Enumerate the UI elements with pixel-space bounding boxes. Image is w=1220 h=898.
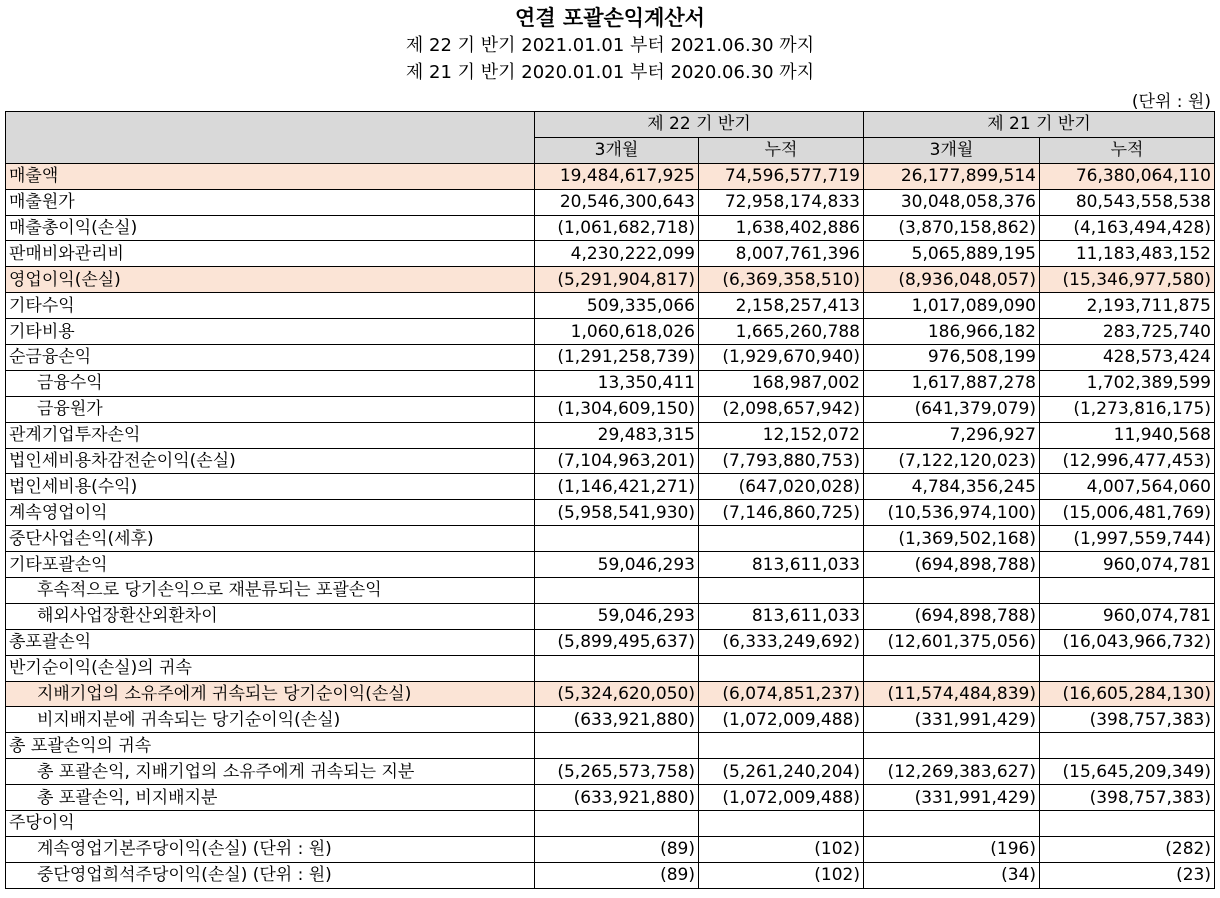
row-value: (23) <box>1040 862 1215 888</box>
row-label: 순금융손익 <box>6 345 535 371</box>
row-value <box>699 578 864 604</box>
row-value <box>699 811 864 837</box>
row-label: 반기순이익(손실)의 귀속 <box>6 655 535 681</box>
row-value: (1,146,421,271) <box>535 474 699 500</box>
row-value: (4,163,494,428) <box>1040 215 1215 241</box>
header-row-groups <box>6 112 1215 138</box>
row-value: (7,793,880,753) <box>699 448 864 474</box>
table-row <box>6 733 1215 759</box>
row-label: 중단영업희석주당이익(손실) (단위 : 원) <box>6 862 535 888</box>
row-value: (7,122,120,023) <box>864 448 1040 474</box>
row-value: 1,060,618,026 <box>535 319 699 345</box>
row-value: (6,074,851,237) <box>699 681 864 707</box>
row-label: 법인세비용(수익) <box>6 474 535 500</box>
row-value: (641,379,079) <box>864 396 1040 422</box>
row-label: 총 포괄손익, 비지배지분 <box>6 785 535 811</box>
row-label: 총 포괄손익, 지배기업의 소유주에게 귀속되는 지분 <box>6 759 535 785</box>
row-value: 7,296,927 <box>864 422 1040 448</box>
row-value <box>1040 655 1215 681</box>
row-value: (34) <box>864 862 1040 888</box>
row-value: (1,929,670,940) <box>699 345 864 371</box>
row-value <box>864 811 1040 837</box>
row-value: 30,048,058,376 <box>864 189 1040 215</box>
table-row <box>6 448 1215 474</box>
row-value: (398,757,383) <box>1040 785 1215 811</box>
table-row <box>6 163 1215 189</box>
row-value <box>864 655 1040 681</box>
row-label: 주당이익 <box>6 811 535 837</box>
row-value <box>535 655 699 681</box>
row-value: 960,074,781 <box>1040 552 1215 578</box>
table-row <box>6 655 1215 681</box>
header-prior-period: 제 21 기 반기 <box>864 112 1215 138</box>
row-value: 8,007,761,396 <box>699 241 864 267</box>
row-value: (282) <box>1040 836 1215 862</box>
row-label: 매출총이익(손실) <box>6 215 535 241</box>
row-value: 20,546,300,643 <box>535 189 699 215</box>
row-label: 기타수익 <box>6 293 535 319</box>
row-value: (11,574,484,839) <box>864 681 1040 707</box>
row-label: 중단사업손익(세후) <box>6 526 535 552</box>
row-value: 813,611,033 <box>699 552 864 578</box>
header-blank <box>6 112 535 164</box>
row-value: 509,335,066 <box>535 293 699 319</box>
row-value: (1,061,682,718) <box>535 215 699 241</box>
row-value <box>1040 811 1215 837</box>
table-row <box>6 500 1215 526</box>
row-label: 비지배지분에 귀속되는 당기순이익(손실) <box>6 707 535 733</box>
table-row <box>6 267 1215 293</box>
row-value: (16,043,966,732) <box>1040 629 1215 655</box>
row-value: (633,921,880) <box>535 707 699 733</box>
row-value: 59,046,293 <box>535 603 699 629</box>
table-row <box>6 707 1215 733</box>
row-value: (7,146,860,725) <box>699 500 864 526</box>
row-value: (15,346,977,580) <box>1040 267 1215 293</box>
row-value: (1,304,609,150) <box>535 396 699 422</box>
header-current-period: 제 22 기 반기 <box>535 112 864 138</box>
row-value: 59,046,293 <box>535 552 699 578</box>
row-value: (633,921,880) <box>535 785 699 811</box>
income-statement-table <box>5 111 1215 889</box>
table-row <box>6 811 1215 837</box>
row-label: 기타비용 <box>6 319 535 345</box>
row-value: (5,899,495,637) <box>535 629 699 655</box>
row-value: (3,870,158,862) <box>864 215 1040 241</box>
row-value: 5,065,889,195 <box>864 241 1040 267</box>
table-row <box>6 241 1215 267</box>
row-value: (12,601,375,056) <box>864 629 1040 655</box>
row-value: 813,611,033 <box>699 603 864 629</box>
header-current-cumulative: 누적 <box>699 137 864 163</box>
table-row <box>6 629 1215 655</box>
row-value: 976,508,199 <box>864 345 1040 371</box>
row-value: 11,183,483,152 <box>1040 241 1215 267</box>
row-label: 계속영업기본주당이익(손실) (단위 : 원) <box>6 836 535 862</box>
row-value: (5,261,240,204) <box>699 759 864 785</box>
row-value: (1,997,559,744) <box>1040 526 1215 552</box>
row-label: 매출액 <box>6 163 535 189</box>
statement-title: 연결 포괄손익계산서 <box>515 6 705 30</box>
table-row <box>6 578 1215 604</box>
row-value: (5,291,904,817) <box>535 267 699 293</box>
table-row <box>6 552 1215 578</box>
row-value <box>535 526 699 552</box>
row-value: (694,898,788) <box>864 552 1040 578</box>
header-prior-cumulative: 누적 <box>1040 137 1215 163</box>
table-row <box>6 215 1215 241</box>
table-row <box>6 836 1215 862</box>
row-value <box>699 733 864 759</box>
table-row <box>6 759 1215 785</box>
row-value: (1,273,816,175) <box>1040 396 1215 422</box>
row-value: 168,987,002 <box>699 370 864 396</box>
row-value: (6,333,249,692) <box>699 629 864 655</box>
table-row <box>6 396 1215 422</box>
row-value: 4,784,356,245 <box>864 474 1040 500</box>
row-value: (7,104,963,201) <box>535 448 699 474</box>
row-value: (331,991,429) <box>864 785 1040 811</box>
row-value: 2,193,711,875 <box>1040 293 1215 319</box>
table-row <box>6 785 1215 811</box>
row-value: (196) <box>864 836 1040 862</box>
row-value: 80,543,558,538 <box>1040 189 1215 215</box>
row-value: 1,017,089,090 <box>864 293 1040 319</box>
row-value: (694,898,788) <box>864 603 1040 629</box>
row-value: 11,940,568 <box>1040 422 1215 448</box>
row-value <box>1040 733 1215 759</box>
row-label: 금융원가 <box>6 396 535 422</box>
row-value: 29,483,315 <box>535 422 699 448</box>
row-label: 관계기업투자손익 <box>6 422 535 448</box>
row-value: 26,177,899,514 <box>864 163 1040 189</box>
row-value: 1,702,389,599 <box>1040 370 1215 396</box>
row-value: 76,380,064,110 <box>1040 163 1215 189</box>
row-label: 영업이익(손실) <box>6 267 535 293</box>
row-label: 매출원가 <box>6 189 535 215</box>
row-label: 계속영업이익 <box>6 500 535 526</box>
table-body <box>6 163 1215 888</box>
row-value: (1,072,009,488) <box>699 707 864 733</box>
header-prior-3months: 3개월 <box>864 137 1040 163</box>
row-label: 총 포괄손익의 귀속 <box>6 733 535 759</box>
row-value: 1,665,260,788 <box>699 319 864 345</box>
table-row <box>6 422 1215 448</box>
row-value <box>535 811 699 837</box>
row-value: (5,324,620,050) <box>535 681 699 707</box>
row-value: 12,152,072 <box>699 422 864 448</box>
row-value: (1,072,009,488) <box>699 785 864 811</box>
unit-label: (단위 : 원) <box>1131 92 1211 112</box>
table-row <box>6 319 1215 345</box>
row-value: 1,617,887,278 <box>864 370 1040 396</box>
table-row <box>6 293 1215 319</box>
table-row <box>6 526 1215 552</box>
row-label: 총포괄손익 <box>6 629 535 655</box>
table-row <box>6 474 1215 500</box>
row-value: (2,098,657,942) <box>699 396 864 422</box>
table-row <box>6 189 1215 215</box>
row-value <box>699 655 864 681</box>
row-value: 186,966,182 <box>864 319 1040 345</box>
header-current-3months: 3개월 <box>535 137 699 163</box>
row-value: (12,269,383,627) <box>864 759 1040 785</box>
row-value: (15,006,481,769) <box>1040 500 1215 526</box>
row-value <box>864 578 1040 604</box>
row-value <box>864 733 1040 759</box>
row-label: 지배기업의 소유주에게 귀속되는 당기순이익(손실) <box>6 681 535 707</box>
row-value: (1,369,502,168) <box>864 526 1040 552</box>
row-value: (5,958,541,930) <box>535 500 699 526</box>
row-value: 13,350,411 <box>535 370 699 396</box>
row-value: (647,020,028) <box>699 474 864 500</box>
row-value: 283,725,740 <box>1040 319 1215 345</box>
row-value: (1,291,258,739) <box>535 345 699 371</box>
row-value: (6,369,358,510) <box>699 267 864 293</box>
row-value <box>535 578 699 604</box>
row-label: 해외사업장환산외환차이 <box>6 603 535 629</box>
row-value: (8,936,048,057) <box>864 267 1040 293</box>
row-value: (10,536,974,100) <box>864 500 1040 526</box>
row-value: 4,007,564,060 <box>1040 474 1215 500</box>
row-value: (89) <box>535 862 699 888</box>
table-row <box>6 603 1215 629</box>
row-value: (16,605,284,130) <box>1040 681 1215 707</box>
row-value <box>699 526 864 552</box>
row-value: (12,996,477,453) <box>1040 448 1215 474</box>
row-value: 19,484,617,925 <box>535 163 699 189</box>
row-value: (398,757,383) <box>1040 707 1215 733</box>
row-value: 960,074,781 <box>1040 603 1215 629</box>
row-value <box>535 733 699 759</box>
row-value: (5,265,573,758) <box>535 759 699 785</box>
row-label: 법인세비용차감전순이익(손실) <box>6 448 535 474</box>
table-row <box>6 681 1215 707</box>
row-label: 후속적으로 당기손익으로 재분류되는 포괄손익 <box>6 578 535 604</box>
row-value: 428,573,424 <box>1040 345 1215 371</box>
row-value: 72,958,174,833 <box>699 189 864 215</box>
period-prior: 제 21 기 반기 2020.01.01 부터 2020.06.30 까지 <box>405 62 815 83</box>
row-value: (102) <box>699 862 864 888</box>
row-label: 기타포괄손익 <box>6 552 535 578</box>
row-value: (102) <box>699 836 864 862</box>
row-value: (331,991,429) <box>864 707 1040 733</box>
row-value: 4,230,222,099 <box>535 241 699 267</box>
row-label: 금융수익 <box>6 370 535 396</box>
table-row <box>6 370 1215 396</box>
table-row <box>6 862 1215 888</box>
row-value: (89) <box>535 836 699 862</box>
period-current: 제 22 기 반기 2021.01.01 부터 2021.06.30 까지 <box>405 35 815 56</box>
table-row <box>6 345 1215 371</box>
row-value: 2,158,257,413 <box>699 293 864 319</box>
row-value: 74,596,577,719 <box>699 163 864 189</box>
row-value <box>1040 578 1215 604</box>
row-value: (15,645,209,349) <box>1040 759 1215 785</box>
row-label: 판매비와관리비 <box>6 241 535 267</box>
row-value: 1,638,402,886 <box>699 215 864 241</box>
